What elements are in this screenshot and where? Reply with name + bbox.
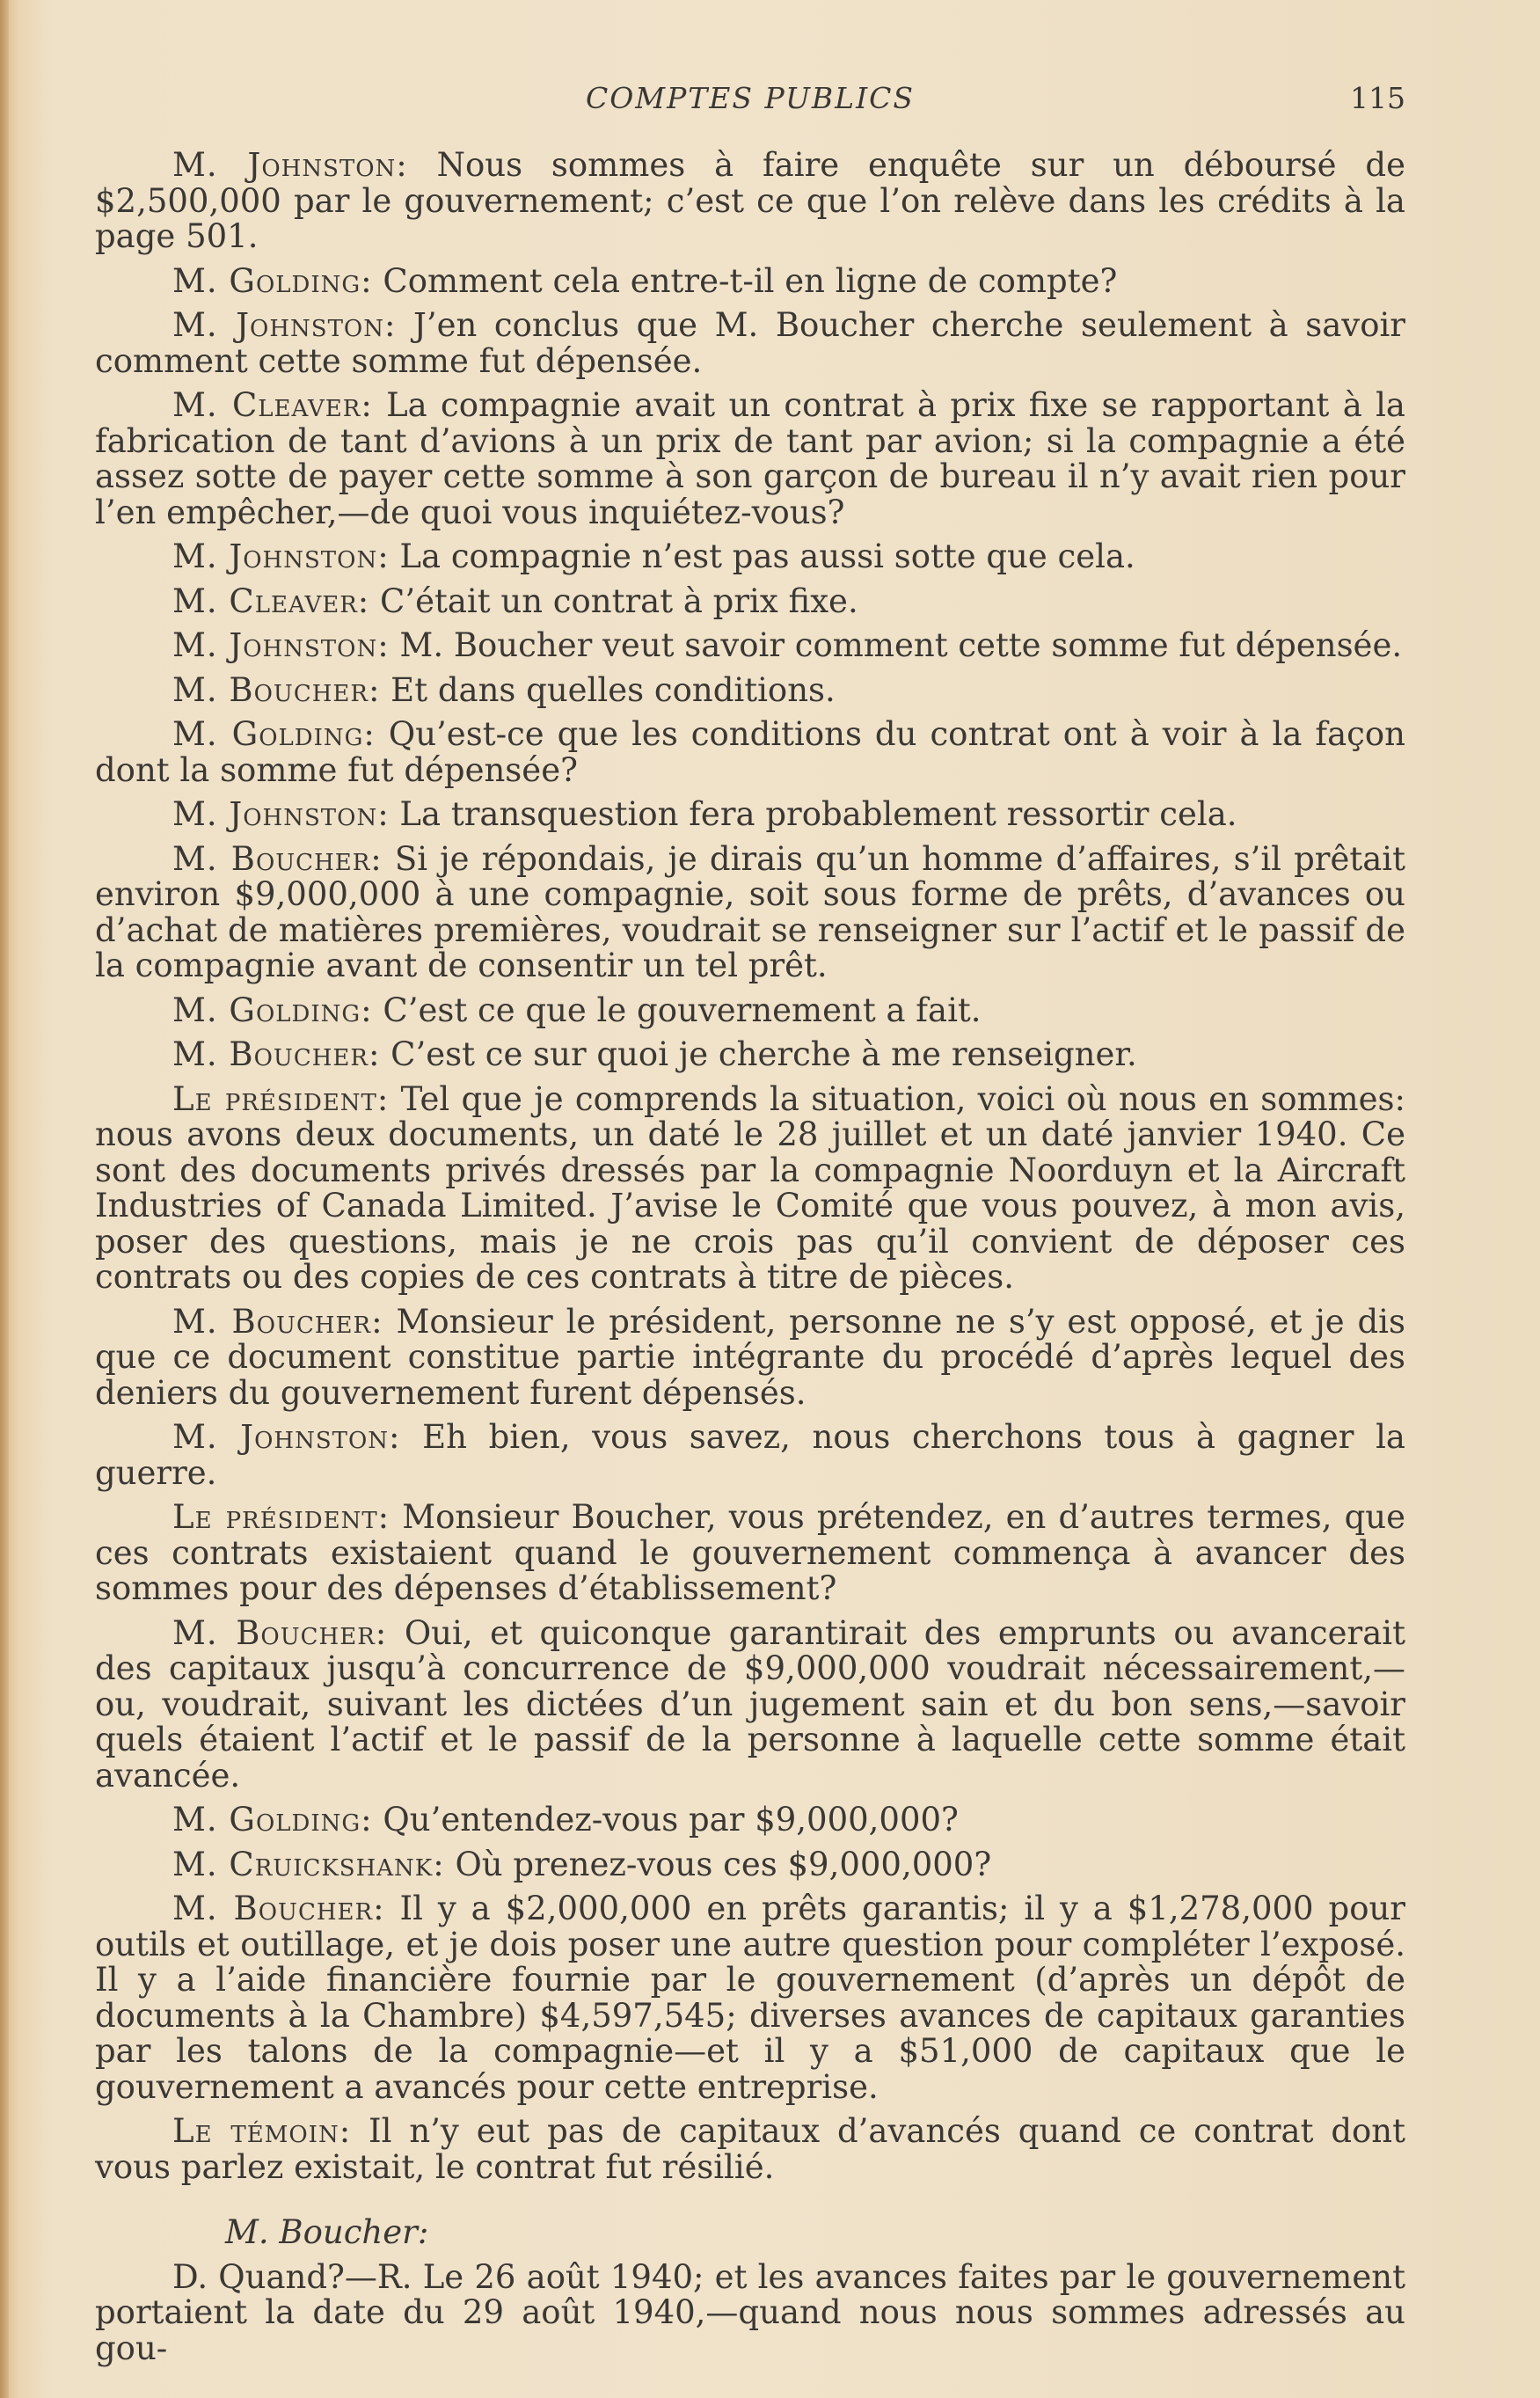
page-number: 115 xyxy=(1350,81,1405,115)
paragraph xyxy=(95,148,1405,255)
speaker: M. Golding: xyxy=(172,715,376,753)
paragraph-text: Où prenez-vous ces $9,000,000? xyxy=(444,1845,992,1883)
paragraph-text: C’était un contrat à prix fixe. xyxy=(369,581,858,620)
paragraph-text: Comment cela entre-t-il en ligne de compte? xyxy=(372,261,1118,300)
page-spine-edge xyxy=(0,0,9,2398)
paragraph-text: C’est ce que le gouvernement a fait. xyxy=(372,991,982,1029)
paragraph xyxy=(95,1500,1405,1607)
speaker: M. Johnston: xyxy=(172,1418,401,1456)
speaker: M. Boucher: xyxy=(172,1890,385,1927)
paragraph-text: La compagnie n’est pas aussi sotte que cela. xyxy=(389,537,1135,575)
paragraph xyxy=(95,2114,1405,2185)
speaker: M. Cleaver: xyxy=(172,386,373,424)
speaker: M. Boucher: xyxy=(172,839,383,878)
paragraph xyxy=(95,1613,1405,1795)
paragraph xyxy=(95,1037,1405,1073)
paragraph-text: Monsieur le président, personne ne s’y est opposé, et je dis que ce document constitue partie intégrante du procédé d’après lequel des deniers du gouvernement furent dépensés. xyxy=(95,1302,1405,1412)
paragraph xyxy=(95,1802,1405,1839)
paragraph xyxy=(95,797,1405,833)
paragraph-text: La compagnie avait un contrat à prix fixe se rapportant à la fabrication de tant d’avions à un prix de tant par avion; si la compagnie a été assez sotte de payer cette somme à son garçon de bureau il n’y avait rien pour l’en empêcher,—de quoi vous inquiétez-vous? xyxy=(95,386,1405,531)
paragraph-text: J’en conclus que M. Boucher cherche seulement à savoir comment cette somme fut dépensée. xyxy=(95,306,1405,380)
running-head: COMPTES PUBLICS xyxy=(586,81,915,115)
paragraph-text: Il y a $2,000,000 en prêts garantis; il y a $1,278,000 pour outils et outillage, et je dois poser une autre question pour compléter l’exposé. Il y a l’aide financière fournie par le gouvernement (d’après un dépôt de documents à la Chambre) $4,597,545; diverses avances de capitaux garanties par les talons de la compagnie—et il y a $51,000 de capitaux que le gouvernement a avancés pour cette entreprise. xyxy=(95,1890,1405,2106)
speaker: Le témoin: xyxy=(172,2112,352,2150)
paragraph xyxy=(95,1847,1405,1883)
paragraph xyxy=(95,628,1405,664)
paragraph-text: Qu’est-ce que les conditions du contrat ont à voir à la façon dont la somme fut dépensée? xyxy=(95,715,1405,789)
speaker: M. Johnston: xyxy=(172,146,408,184)
paragraph-text: Qu’entendez-vous par $9,000,000? xyxy=(372,1801,959,1839)
speaker: M. Johnston: xyxy=(172,306,397,344)
paragraph xyxy=(95,1420,1405,1491)
final-paragraph: D. Quand?—R. Le 26 août 1940; et les avances faites par le gouvernement portaient la date du 29 août 1940,—quand nous nous sommes adressés au gou- xyxy=(95,2257,1405,2367)
speaker: M. Golding: xyxy=(172,261,373,300)
paragraph xyxy=(95,839,1405,984)
paragraph xyxy=(95,539,1405,575)
paragraph-text: M. Boucher veut savoir comment cette somme fut dépensée. xyxy=(389,626,1403,664)
paragraph xyxy=(95,308,1405,379)
paragraph xyxy=(95,1891,1405,2105)
speaker: M. Cleaver: xyxy=(172,581,370,620)
paragraph-text: Monsieur Boucher, vous prétendez, en d’autres termes, que ces contrats existaient quand le gouvernement commença à avancer des sommes pour des dépenses d’établissement? xyxy=(95,1498,1405,1607)
speaker: M. Cruickshank: xyxy=(172,1845,445,1883)
paragraph-text: Si je répondais, je dirais qu’un homme d’affaires, s’il prêtait environ $9,000,000 à une compagnie, soit sous forme de prêts, d’avances ou d’achat de matières premières, voudrait se renseigner sur l’actif et le passif de la compagnie avant de consentir un tel prêt. xyxy=(95,839,1405,984)
paragraph xyxy=(95,261,1405,300)
paragraph-text: Nous sommes à faire enquête sur un déboursé de $2,500,000 par le gouvernement; c’est ce que l’on relève dans les crédits à la page 501. xyxy=(95,146,1405,255)
paragraph xyxy=(95,717,1405,788)
paragraph-text: Eh bien, vous savez, nous cherchons tous à gagner la guerre. xyxy=(95,1418,1405,1492)
paragraph xyxy=(95,1079,1405,1296)
examination-subheading: M. Boucher: xyxy=(225,2213,429,2251)
speaker: Le président: xyxy=(172,1079,390,1118)
speaker: M. Johnston: xyxy=(172,795,390,833)
paragraph-text: Oui, et quiconque garantirait des emprunts ou avancerait des capitaux jusqu’à concurrence de $9,000,000 voudrait nécessairement,—ou, voudrait, suivant les dictées d’un jugement sain et du bon sens,—savoir quels étaient l’actif et le passif de la personne à laquelle cette somme était avancée. xyxy=(95,1613,1405,1795)
speaker: M. Johnston: xyxy=(172,626,390,664)
paragraph xyxy=(95,388,1405,530)
document-body xyxy=(95,148,1405,2375)
paragraph-text: Il n’y eut pas de capitaux d’avancés quand ce contrat dont vous parlez existait, le contrat fut résilié. xyxy=(95,2112,1406,2186)
speaker: M. Boucher: xyxy=(172,670,381,709)
speaker: M. Boucher: xyxy=(172,1035,381,1073)
paragraph xyxy=(95,1302,1405,1412)
speaker: M. Golding: xyxy=(172,991,373,1029)
paragraph-text: Et dans quelles conditions. xyxy=(380,670,836,709)
page-header xyxy=(95,81,1405,125)
paragraph-text: Tel que je comprends la situation, voici où nous en sommes: nous avons deux documents, un daté le 28 juillet et un daté janvier 1940. Ce sont des documents privés dressés par la compagnie Noorduyn et la Aircraft Industries of Canada Limited. J’avise le Comité que vous pouvez, à mon avis, poser des questions, mais je ne crois pas qu’il convient de déposer ces contrats ou des copies de ces contrats à titre de pièces. xyxy=(95,1079,1405,1296)
paragraph xyxy=(95,670,1405,709)
speaker: Le président: xyxy=(172,1498,390,1536)
speaker: M. Golding: xyxy=(172,1801,373,1839)
paragraph-text: La transquestion fera probablement ressortir cela. xyxy=(389,795,1237,833)
speaker: M. Boucher: xyxy=(172,1302,383,1341)
paragraph xyxy=(95,993,1405,1029)
speaker: M. Johnston: xyxy=(172,537,390,575)
paragraph-text: C’est ce sur quoi je cherche à me renseigner. xyxy=(380,1035,1137,1073)
speaker: M. Boucher: xyxy=(172,1613,388,1652)
paragraph xyxy=(95,581,1405,620)
